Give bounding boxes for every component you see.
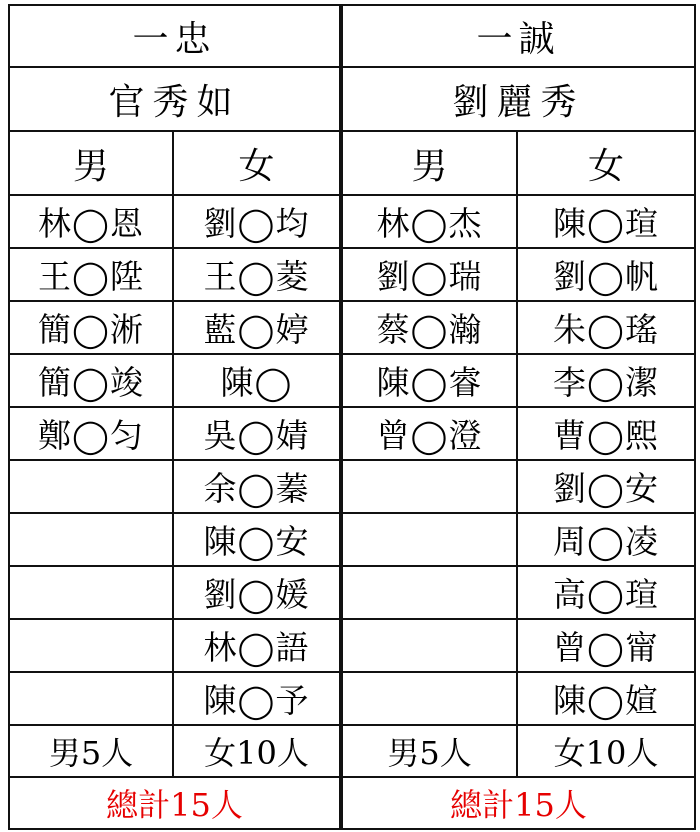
student-name-cell: 王◯菱 bbox=[173, 248, 341, 301]
male-header-cell: 男 bbox=[9, 131, 173, 195]
female-header-cell: 女 bbox=[173, 131, 341, 195]
female-count-cell: 女10人 bbox=[517, 725, 695, 777]
student-name-cell: 王◯陞 bbox=[9, 248, 173, 301]
student-name-cell bbox=[9, 672, 173, 725]
student-name-cell: 陳◯瑄 bbox=[517, 195, 695, 248]
student-name-cell bbox=[341, 513, 517, 566]
student-name-cell: 林◯恩 bbox=[9, 195, 173, 248]
student-name-cell: 劉◯瑞 bbox=[341, 248, 517, 301]
student-name-cell: 高◯瑄 bbox=[517, 566, 695, 619]
student-name-cell bbox=[9, 513, 173, 566]
gender-header-row bbox=[9, 131, 695, 195]
student-name-cell: 周◯凌 bbox=[517, 513, 695, 566]
student-name-cell: 曾◯澄 bbox=[341, 407, 517, 460]
student-name-cell: 林◯語 bbox=[173, 619, 341, 672]
student-name-cell bbox=[341, 460, 517, 513]
male-count-cell: 男5人 bbox=[341, 725, 517, 777]
student-name-cell: 簡◯淅 bbox=[9, 301, 173, 354]
student-name-cell: 劉◯均 bbox=[173, 195, 341, 248]
student-name-cell bbox=[9, 460, 173, 513]
student-name-cell: 余◯蓁 bbox=[173, 460, 341, 513]
student-name-cell: 陳◯ bbox=[173, 354, 341, 407]
student-name-cell bbox=[9, 619, 173, 672]
student-name-cell: 曹◯熙 bbox=[517, 407, 695, 460]
gender-count-row bbox=[9, 725, 695, 777]
student-row bbox=[9, 407, 695, 460]
student-name-cell: 吳◯婧 bbox=[173, 407, 341, 460]
student-name-cell: 陳◯媗 bbox=[517, 672, 695, 725]
student-name-cell: 李◯潔 bbox=[517, 354, 695, 407]
class-name-cell: 一誠 bbox=[341, 5, 695, 67]
student-name-cell: 簡◯竣 bbox=[9, 354, 173, 407]
male-count-cell: 男5人 bbox=[9, 725, 173, 777]
class-name-cell: 一忠 bbox=[9, 5, 341, 67]
class-roster-table bbox=[8, 4, 696, 830]
class-total-cell: 總計15人 bbox=[341, 777, 695, 829]
teacher-name-cell: 劉麗秀 bbox=[341, 67, 695, 131]
student-row bbox=[9, 566, 695, 619]
student-row bbox=[9, 460, 695, 513]
student-name-cell: 鄭◯匀 bbox=[9, 407, 173, 460]
total-row bbox=[9, 777, 695, 829]
student-name-cell bbox=[341, 672, 517, 725]
student-row bbox=[9, 301, 695, 354]
student-row bbox=[9, 672, 695, 725]
student-name-cell: 林◯杰 bbox=[341, 195, 517, 248]
student-name-cell bbox=[341, 619, 517, 672]
student-name-cell: 劉◯帆 bbox=[517, 248, 695, 301]
teacher-name-cell: 官秀如 bbox=[9, 67, 341, 131]
female-count-cell: 女10人 bbox=[173, 725, 341, 777]
student-name-cell: 陳◯安 bbox=[173, 513, 341, 566]
student-row bbox=[9, 248, 695, 301]
student-name-cell: 陳◯睿 bbox=[341, 354, 517, 407]
student-name-cell: 陳◯予 bbox=[173, 672, 341, 725]
student-row bbox=[9, 195, 695, 248]
student-row bbox=[9, 513, 695, 566]
class-name-row bbox=[9, 5, 695, 67]
female-header-cell: 女 bbox=[517, 131, 695, 195]
teacher-row bbox=[9, 67, 695, 131]
student-row bbox=[9, 354, 695, 407]
student-name-cell bbox=[9, 566, 173, 619]
student-name-cell: 蔡◯瀚 bbox=[341, 301, 517, 354]
student-name-cell: 曾◯甯 bbox=[517, 619, 695, 672]
student-name-cell: 朱◯瑤 bbox=[517, 301, 695, 354]
class-total-cell: 總計15人 bbox=[9, 777, 341, 829]
student-name-cell: 藍◯婷 bbox=[173, 301, 341, 354]
student-name-cell: 劉◯媛 bbox=[173, 566, 341, 619]
student-name-cell bbox=[341, 566, 517, 619]
male-header-cell: 男 bbox=[341, 131, 517, 195]
student-name-cell: 劉◯安 bbox=[517, 460, 695, 513]
student-row bbox=[9, 619, 695, 672]
